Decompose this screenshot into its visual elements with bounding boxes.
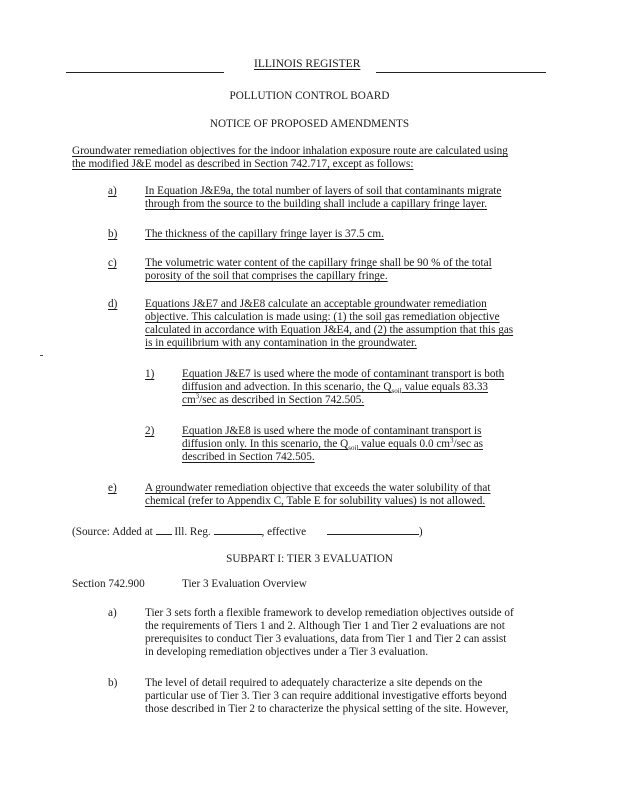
notice-title: NOTICE OF PROPOSED AMENDMENTS [209,118,410,130]
item-e-line-2: chemical (refer to Appendix C, Table E for solubility values) is not allowed. [145,495,486,507]
section-number: Section 742.900 [72,578,145,590]
subitem-2-line-2-b: value equals 0.0 cm [358,438,451,450]
source-note [72,524,423,539]
volume-blank [156,524,172,535]
subitem-1-line-3-b: /sec as described in Section 742.505. [199,394,365,406]
item-d-line-2: objective. This calculation is made using: (1) the soil gas remediation objective [145,311,500,323]
tier3-a-line-1: Tier 3 sets forth a flexible framework to develop remediation objectives outside of [145,607,514,619]
item-a-line-1: In Equation J&E9a, the total number of layers of soil that contaminants migrate [145,185,502,197]
source-effective: , effective [261,526,309,538]
subitem-1-line-1: Equation J&E7 is used where the mode of contaminant transport is both [182,368,505,380]
subitem-2-label: 2) [145,425,155,437]
subpart-heading: SUBPART I: TIER 3 EVALUATION [226,553,393,565]
subitem-2-line-2-c: /sec as [453,438,484,450]
item-b-label: b) [108,228,118,240]
tier3-b-line-2: particular use of Tier 3. Tier 3 can require additional investigative efforts beyond [145,690,507,702]
tier3-a-line-4: in developing remediation objectives under a Tier 3 evaluation. [145,646,429,658]
header-rule-left [66,72,224,73]
page-blank [214,524,262,535]
tier3-a-line-2: the requirements of Tiers 1 and 2. Although Tier 1 and Tier 2 evaluations are not [145,620,505,632]
item-c-line-2: porosity of the soil that comprises the capillary fringe. [145,270,388,282]
subitem-1-line-2 [182,381,488,394]
subitem-1-line-2-b: value equals 83.33 [401,381,489,393]
q-soil-subscript: soil [348,444,359,453]
tier3-b-label: b) [108,677,118,689]
item-e-label: e) [108,482,117,494]
cm-cubed-superscript: 3 [195,392,200,401]
source-close: ) [418,526,423,538]
item-d-label: d) [108,298,118,310]
item-d-line-4: is in equilibrium with any contamination in the groundwater. [145,337,417,349]
item-b-line-1: The thickness of the capillary fringe layer is 37.5 cm. [145,228,384,240]
item-c-line-1: The volumetric water content of the capillary fringe shall be 90 % of the total [145,257,492,269]
source-added-at: (Source: Added at [72,526,156,538]
date-blank [327,524,419,535]
subitem-2-line-1: Equation J&E8 is used where the mode of contaminant transport is [182,425,482,437]
section-title: Tier 3 Evaluation Overview [182,578,307,590]
subitem-1-line-2-a: diffusion and advection. In this scenario, the Q [182,381,392,393]
header-rule-right [376,72,546,73]
subitem-1-label: 1) [145,368,155,380]
cm-cubed-superscript: 3 [450,436,454,445]
source-ill-reg: Ill. Reg. [171,526,214,538]
tier3-b-line-3: those described in Tier 2 to characterize the physical setting of the site. However, [145,703,509,715]
item-c-label: c) [108,257,117,269]
item-d-line-3: calculated in accordance with Equation J&E4, and (2) the assumption that this gas [145,324,514,336]
board-title: POLLUTION CONTROL BOARD [229,90,390,102]
item-a-line-2: through from the source to the building shall include a capillary fringe layer. [145,198,488,210]
tier3-a-line-3: prerequisites to conduct Tier 3 evaluations, data from Tier 1 and Tier 2 can assist [145,633,507,645]
subitem-1-line-3-a: cm [182,394,196,406]
tier3-a-label: a) [108,607,117,619]
subitem-2-line-2 [182,438,483,451]
register-title: ILLINOIS REGISTER [254,58,361,70]
subitem-2-line-3: described in Section 742.505. [182,451,315,463]
q-soil-subscript: soil [391,387,402,396]
item-d-line-1: Equations J&E7 and J&E8 calculate an acceptable groundwater remediation [145,298,487,310]
subitem-2-line-2-a: diffusion only. In this scenario, the Q [182,438,349,450]
item-e-line-1: A groundwater remediation objective that exceeds the water solubility of that [145,482,491,494]
subitem-1-line-3 [182,394,364,407]
tier3-b-line-1: The level of detail required to adequately characterize a site depends on the [145,677,483,689]
intro-line-2: the modified J&E model as described in Section 742.717, except as follows: [72,158,414,170]
margin-mark [40,355,43,356]
item-a-label: a) [108,185,117,197]
intro-line-1: Groundwater remediation objectives for the indoor inhalation exposure route are calculated using [72,145,508,157]
